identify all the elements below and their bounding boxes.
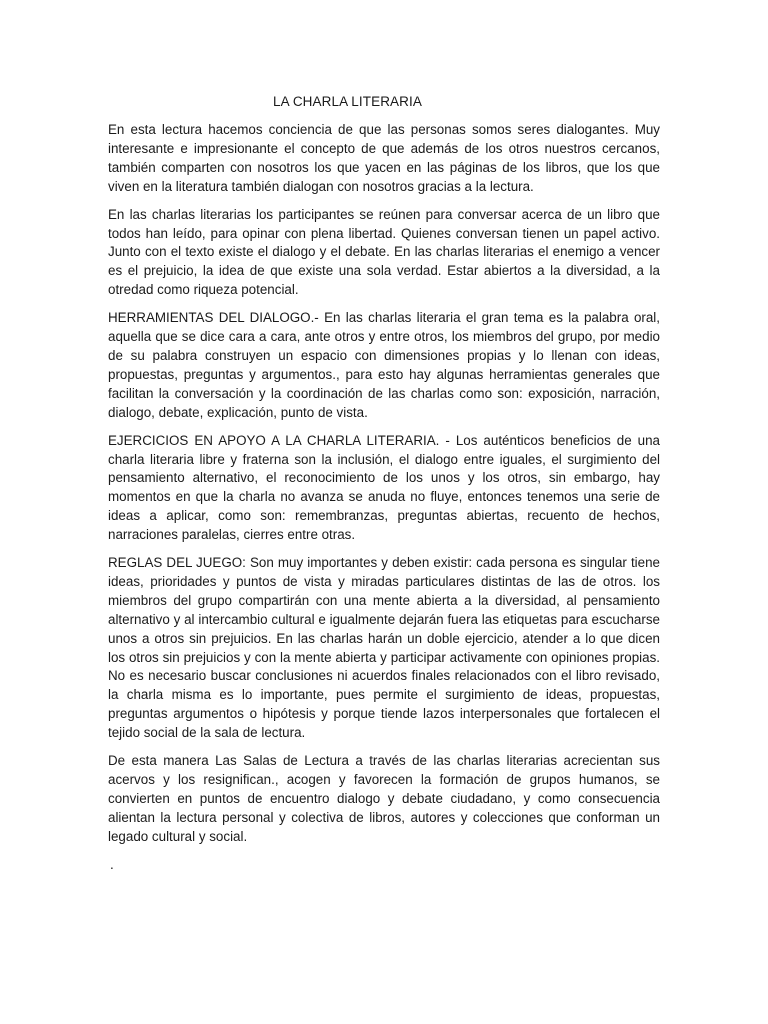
document-page: [108, 92, 660, 875]
paragraph-intro: En esta lectura hacemos conciencia de que las personas somos seres dialogantes. Muy interesante e impresionante el concepto de que además de los otros nuestros cercanos, también comparten con nosotros los que yacen en las páginas de los libros, que los que viven en la literatura también dialogan con nosotros gracias a la lectura.: [108, 122, 660, 194]
paragraph-herramientas: HERRAMIENTAS DEL DIALOGO.- En las charlas literaria el gran tema es la palabra oral, aquella que se dice cara a cara, ante otros y entre otros, los miembros del grupo, por medio de su palabra construyen un espacio con dimensiones propias y lo llenan con ideas, propuestas, preguntas y argumentos., para esto hay algunas herramientas generales que facilitan la conversación y la coordinación de las charlas como son: exposición, narración, dialogo, debate, explicación, punto de vista.: [108, 310, 660, 420]
paragraph-conclusion: De esta manera Las Salas de Lectura a través de las charlas literarias acrecientan sus acervos y los resignifican., acogen y favorecen la formación de grupos humanos, se convierten en puntos de encuentro dialogo y debate ciudadano, y como consecuencia alientan la lectura personal y colectiva de libros, autores y colecciones que conforman un legado cultural y social.: [108, 753, 660, 844]
paragraph-ejercicios: EJERCICIOS EN APOYO A LA CHARLA LITERARIA. - Los auténticos beneficios de una charla literaria libre y fraterna son la inclusión, el dialogo entre iguales, el surgimiento del pensamiento alternativo, el reconocimiento de los unos y los otros, sin embargo, hay momentos en que la charla no avanza se anuda no fluye, entonces tenemos una serie de ideas a aplicar, como son: remembranzas, preguntas abiertas, recuento de hechos, narraciones paralelas, cierres entre otras.: [108, 432, 660, 543]
trailing-mark: .: [110, 856, 114, 872]
paragraph-charlas: En las charlas literarias los participantes se reúnen para conversar acerca de un libro que todos han leído, para opinar con plena libertad. Quienes conversan tienen un papel activo. Junto con el texto existe el dialogo y el debate. En las charlas literarias el enemigo a vencer es el prejuicio, la idea de que existe una sola verdad. Estar abiertos a la diversidad, a la otredad como riqueza potencial.: [108, 206, 660, 298]
paragraph-reglas: REGLAS DEL JUEGO: Son muy importantes y deben existir: cada persona es singular tiene ideas, prioridades y puntos de vista y miradas particulares distintas de las de otros. los miembros del grupo compartirán con una mente abierta a la diversidad, al pensamiento alternativo y al intercambio cultural e igualmente dejarán fuera las etiquetas para escucharse unos a otros sin prejuicios. En las charlas harán un doble ejercicio, atender a lo que dicen los otros sin prejuicios y con la mente abierta y participar activamente con opiniones propias. No es necesario buscar conclusiones ni acuerdos finales relacionados con el libro revisado, la charla misma es lo importante, pues permite el surgimiento de ideas, propuestas, preguntas argumentos o hipótesis y porque tiende lazos interpersonales que fortalecen el tejido social de la sala de lectura.: [108, 555, 660, 741]
document-title: LA CHARLA LITERARIA: [273, 94, 422, 109]
